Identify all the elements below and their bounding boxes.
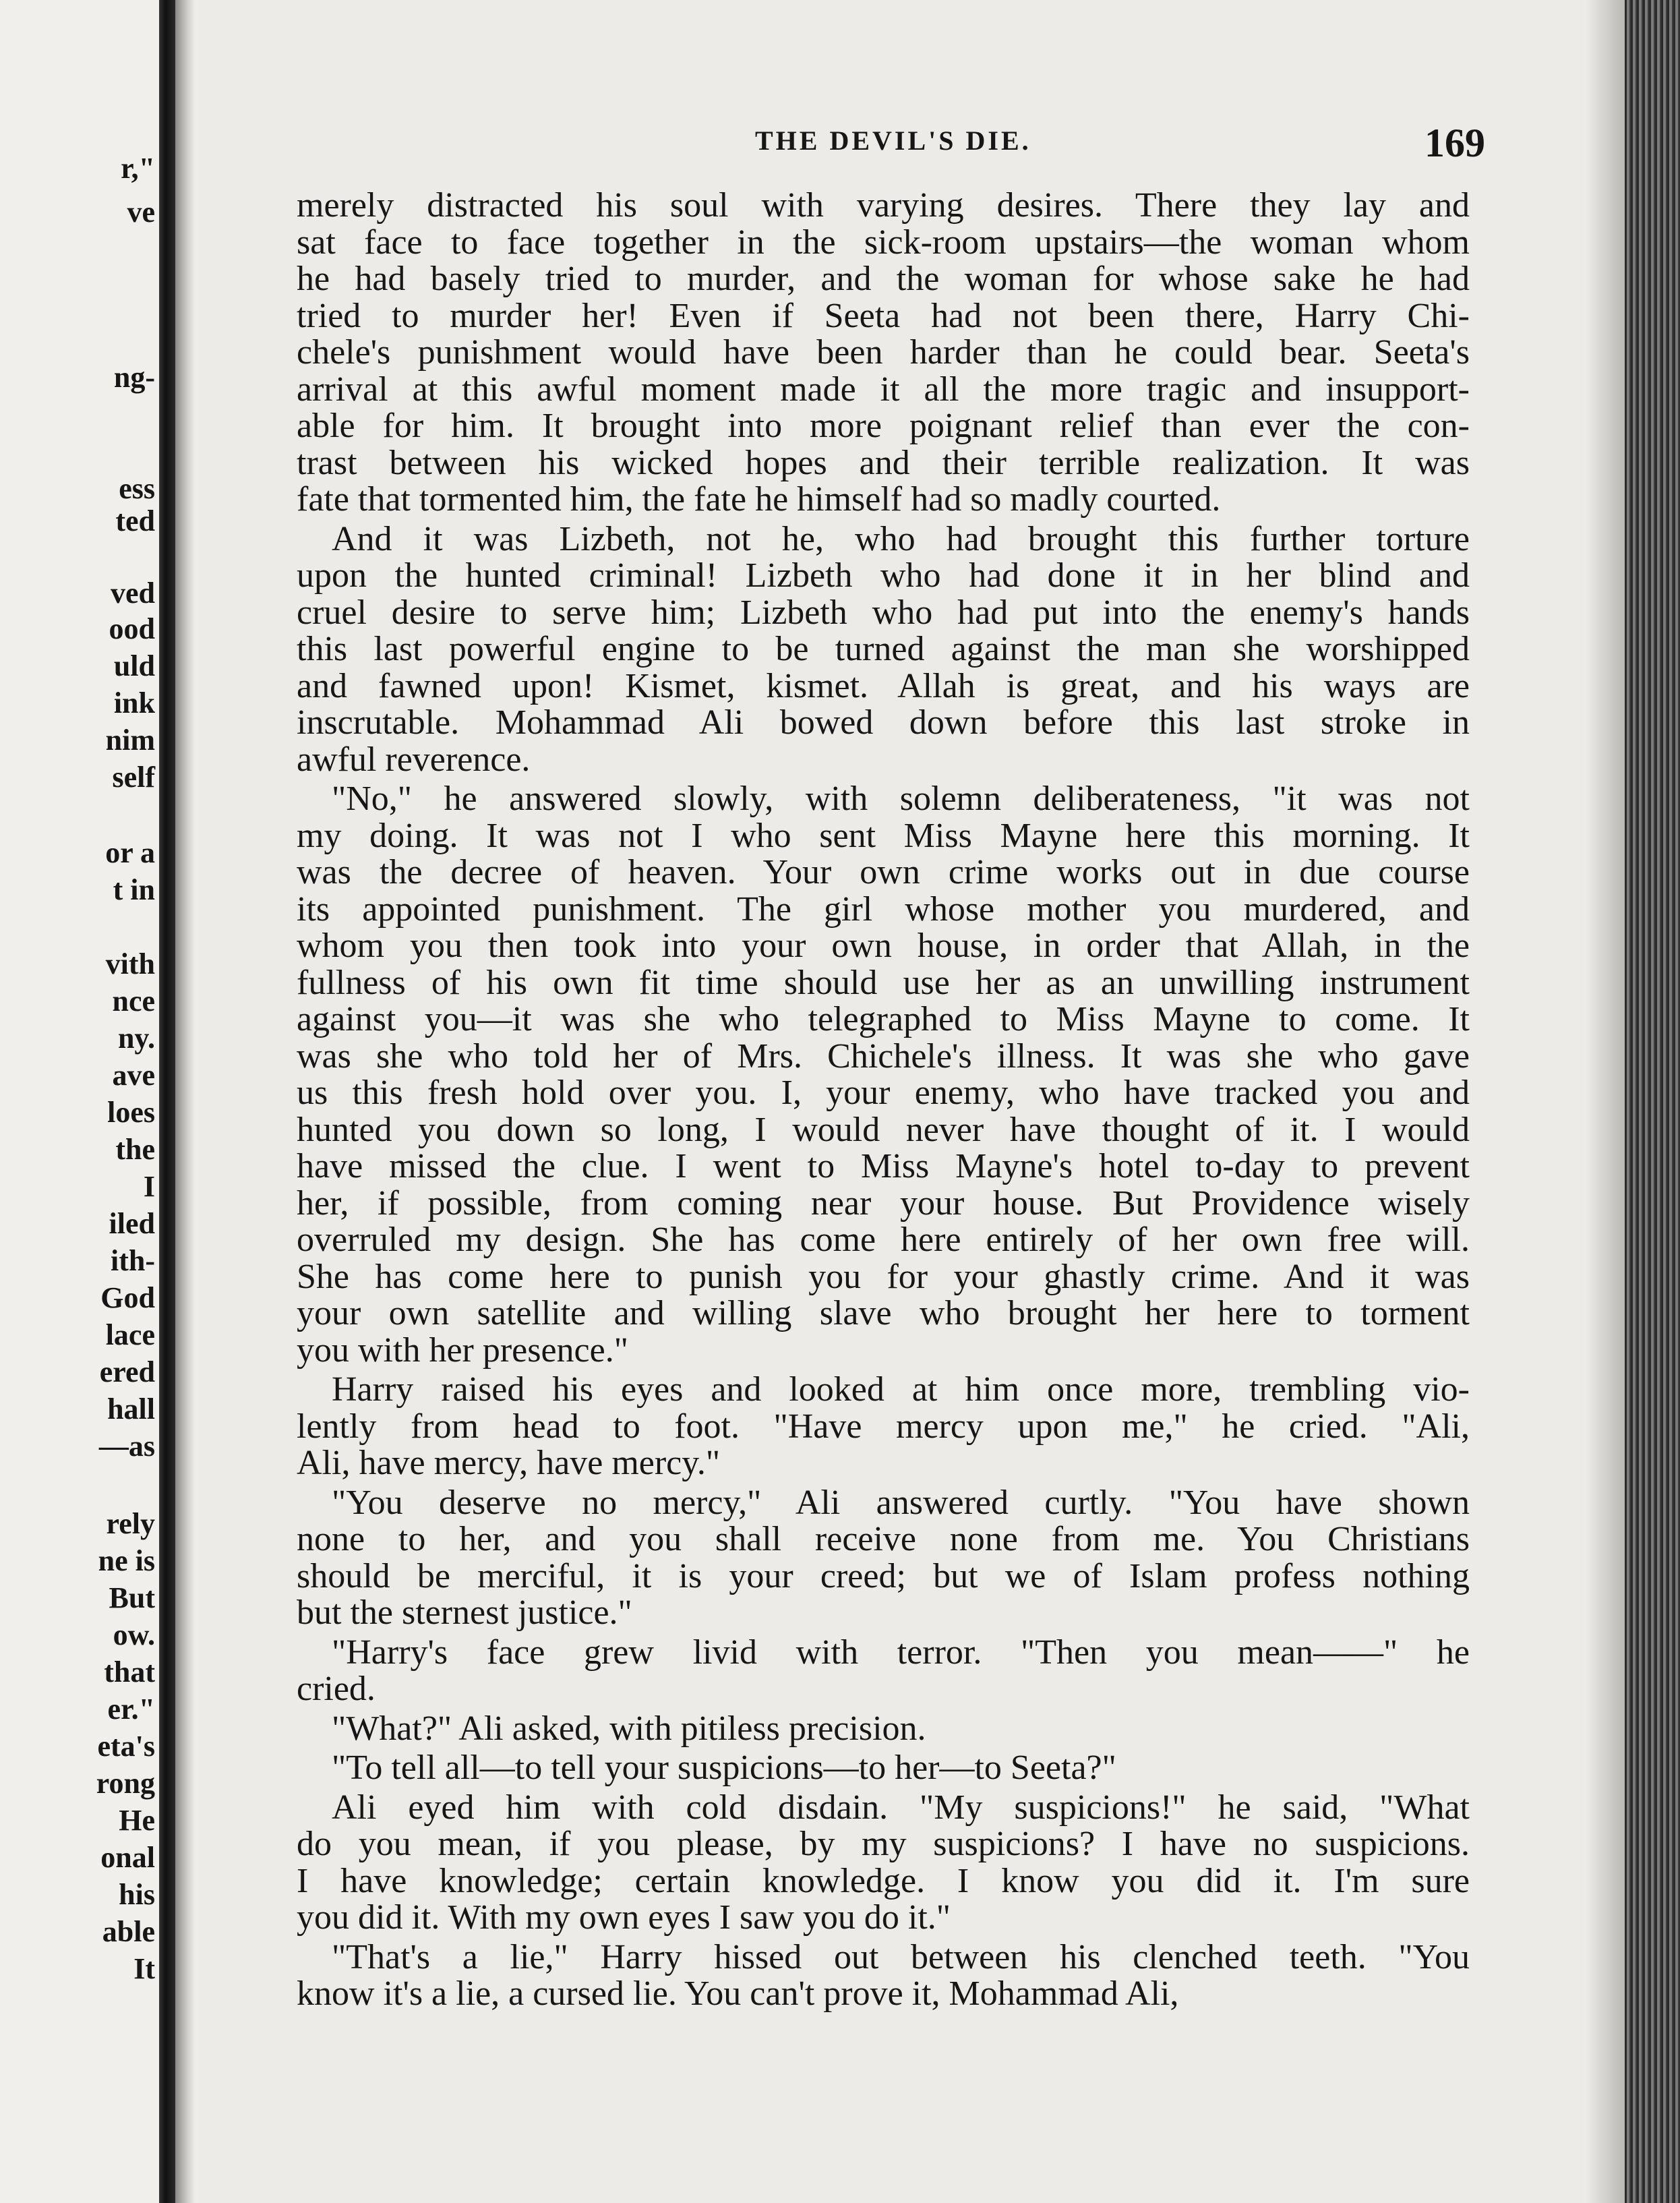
left-page-fragment: ne is [98,1544,155,1577]
left-page-fragment: ng- [113,361,155,394]
gutter-shadow [175,0,196,2203]
text-line: sat face to face together in the sick-room upstairs—the woman whom [297,223,1470,262]
left-page-fragment: rong [96,1767,155,1800]
text-line: upon the hunted criminal! Lizbeth who had done it in her blind and [297,556,1470,595]
left-page-fragment: ood [109,612,155,645]
left-page-fragment: ny. [117,1022,155,1055]
text-line: but the sternest justice." [297,1593,632,1632]
text-line: "Harry's face grew livid with terror. "Then you mean——" he [332,1633,1470,1672]
paragraph [297,1790,1470,1937]
page-edge-stack [1625,0,1680,2203]
left-page-fragment: ved [111,577,155,610]
left-facing-page [0,0,159,2203]
text-line: tried to murder her! Even if Seeta had not been there, Harry Chi- [297,296,1470,335]
text-line: none to her, and you shall receive none from me. You Christians [297,1520,1470,1558]
paragraph [297,1372,1470,1482]
text-line: cried. [297,1670,376,1708]
text-line: your own satellite and willing slave who brought her here to torment [297,1294,1470,1332]
text-line: awful reverence. [297,740,531,779]
left-page-fragment: He [119,1804,155,1837]
left-page-fragment: the [115,1133,155,1166]
paragraph [297,1711,1470,1748]
left-page-fragment: ith- [111,1244,155,1277]
text-line: us this fresh hold over you. I, your enemy, who have tracked you and [297,1074,1470,1112]
text-line: "What?" Ali asked, with pitiless precision. [332,1709,926,1748]
text-line: he had basely tried to murder, and the woman for whose sake he had [297,260,1470,298]
left-page-fragment: r," [121,152,155,185]
text-line: have missed the clue. I went to Miss Mayne's hotel to-day to prevent [297,1147,1470,1185]
text-line: its appointed punishment. The girl whose mother you murdered, and [297,889,1470,929]
text-line: was she who told her of Mrs. Chichele's illness. It was she who gave [297,1036,1470,1076]
text-line: you with her presence." [297,1330,628,1370]
left-page-fragment: nce [112,985,155,1018]
text-line: She has come here to punish you for your ghastly crime. And it was [297,1257,1470,1296]
left-page-fragment: ink [113,686,155,719]
left-page-fragment: vith [105,947,155,980]
text-line: know it's a lie, a cursed lie. You can't prove it, Mohammad Ali, [297,1974,1179,2013]
left-page-fragment: ow. [113,1618,155,1651]
left-page-fragment: God [100,1281,155,1314]
text-line: "No," he answered slowly, with solemn deliberateness, "it was not [332,780,1470,818]
text-line: merely distracted his soul with varying desires. There they lay and [297,186,1470,225]
text-line: my doing. It was not I who sent Miss Mayne here this morning. It [297,816,1470,855]
left-page-fragment: —as [98,1430,155,1463]
left-page-fragment: iled [109,1207,155,1240]
left-page-fragment: ered [99,1355,155,1388]
left-page-fragment: hall [107,1392,155,1426]
paragraph [297,1750,1470,1787]
text-line: hunted you down so long, I would never have thought of it. I would [297,1110,1470,1149]
paragraph [297,187,1470,519]
left-page-fragment: or a [105,836,155,869]
text-line: fullness of his own fit time should use her as an unwilling instrument [297,963,1470,1002]
text-line: was the decree of heaven. Your own crime works out in due course [297,853,1470,891]
left-page-fragment: ave [112,1059,155,1092]
paragraph [297,1939,1470,2013]
text-line: trast between his wicked hopes and their terrible realization. It was [297,443,1470,482]
text-line: cruel desire to serve him; Lizbeth who had put into the enemy's hands [297,593,1470,632]
text-line: whom you then took into your own house, in order that Allah, in the [297,927,1470,965]
left-page-fragment: t in [113,873,155,906]
page-number: 169 [1424,121,1485,165]
text-line: arrival at this awful moment made it all the more tragic and insupport- [297,370,1470,409]
text-line: inscrutable. Mohammad Ali bowed down before this last stroke in [297,703,1470,742]
text-line: overruled my design. She has come here entirely of her own free will. [297,1221,1470,1259]
left-page-fragment: It [133,1952,155,1985]
page-edge-shadow [1584,0,1625,2203]
left-page-fragment: onal [100,1841,155,1874]
left-page-fragment: ted [115,504,155,537]
left-page-fragment: able [102,1915,155,1948]
paragraph [297,1485,1470,1632]
text-line: Harry raised his eyes and looked at him once more, trembling vio- [332,1370,1470,1409]
text-line: should be merciful, it is your creed; but we of Islam profess nothing [297,1556,1470,1595]
body-text [297,187,1470,2013]
paragraph [297,521,1470,779]
text-line: chele's punishment would have been harder than he could bear. Seeta's [297,333,1470,372]
text-line: her, if possible, from coming near your house. But Providence wisely [297,1183,1470,1223]
paragraph [297,1635,1470,1708]
running-head: THE DEVIL'S DIE. [755,125,1031,156]
left-page-fragment: ess [119,472,155,505]
left-page-fragment: rely [106,1507,155,1540]
left-page-fragment: lace [105,1318,155,1351]
left-page-fragment: er." [107,1693,155,1726]
text-line: "To tell all—to tell your suspicions—to her—to Seeta?" [332,1749,1116,1787]
text-line: Ali, have mercy, have mercy." [297,1444,721,1482]
left-page-fragment: his [119,1878,155,1911]
text-line: able for him. It brought into more poignant relief than ever the con- [297,407,1470,445]
text-line: lently from head to foot. "Have mercy upon me," he cried. "Ali, [297,1407,1470,1446]
left-page-fragment: nim [105,724,155,757]
left-page-fragment: that [104,1655,155,1688]
text-line: do you mean, if you please, by my suspicions? I have no suspicions. [297,1825,1470,1863]
text-line: Ali eyed him with cold disdain. "My suspicions!" he said, "What [332,1788,1470,1827]
left-page-fragment: self [112,761,155,794]
text-line: fate that tormented him, the fate he himself had so madly courted. [297,480,1221,519]
left-page-fragment: ve [127,196,155,229]
left-page-fragment: loes [107,1096,155,1129]
text-line: this last powerful engine to be turned against the man she worshipped [297,630,1470,668]
text-line: And it was Lizbeth, not he, who had brought this further torture [332,519,1470,558]
text-line: against you—it was she who telegraphed to Miss Mayne to come. It [297,1000,1470,1038]
text-line: and fawned upon! Kismet, kismet. Allah is great, and his ways are [297,666,1470,705]
text-line: "That's a lie," Harry hissed out between his clenched teeth. "You [332,1937,1470,1976]
book-gutter [159,0,175,2203]
left-page-fragment: eta's [97,1730,155,1763]
text-line: you did it. With my own eyes I saw you do it." [297,1898,951,1937]
paragraph [297,781,1470,1369]
right-page [196,0,1584,2203]
text-line: "You deserve no mercy," Ali answered curtly. "You have shown [332,1483,1470,1522]
left-page-fragment: uld [113,649,155,682]
left-page-fragment: But [109,1581,155,1614]
left-page-fragment: I [143,1170,155,1203]
text-line: I have knowledge; certain knowledge. I know you did it. I'm sure [297,1861,1470,1900]
